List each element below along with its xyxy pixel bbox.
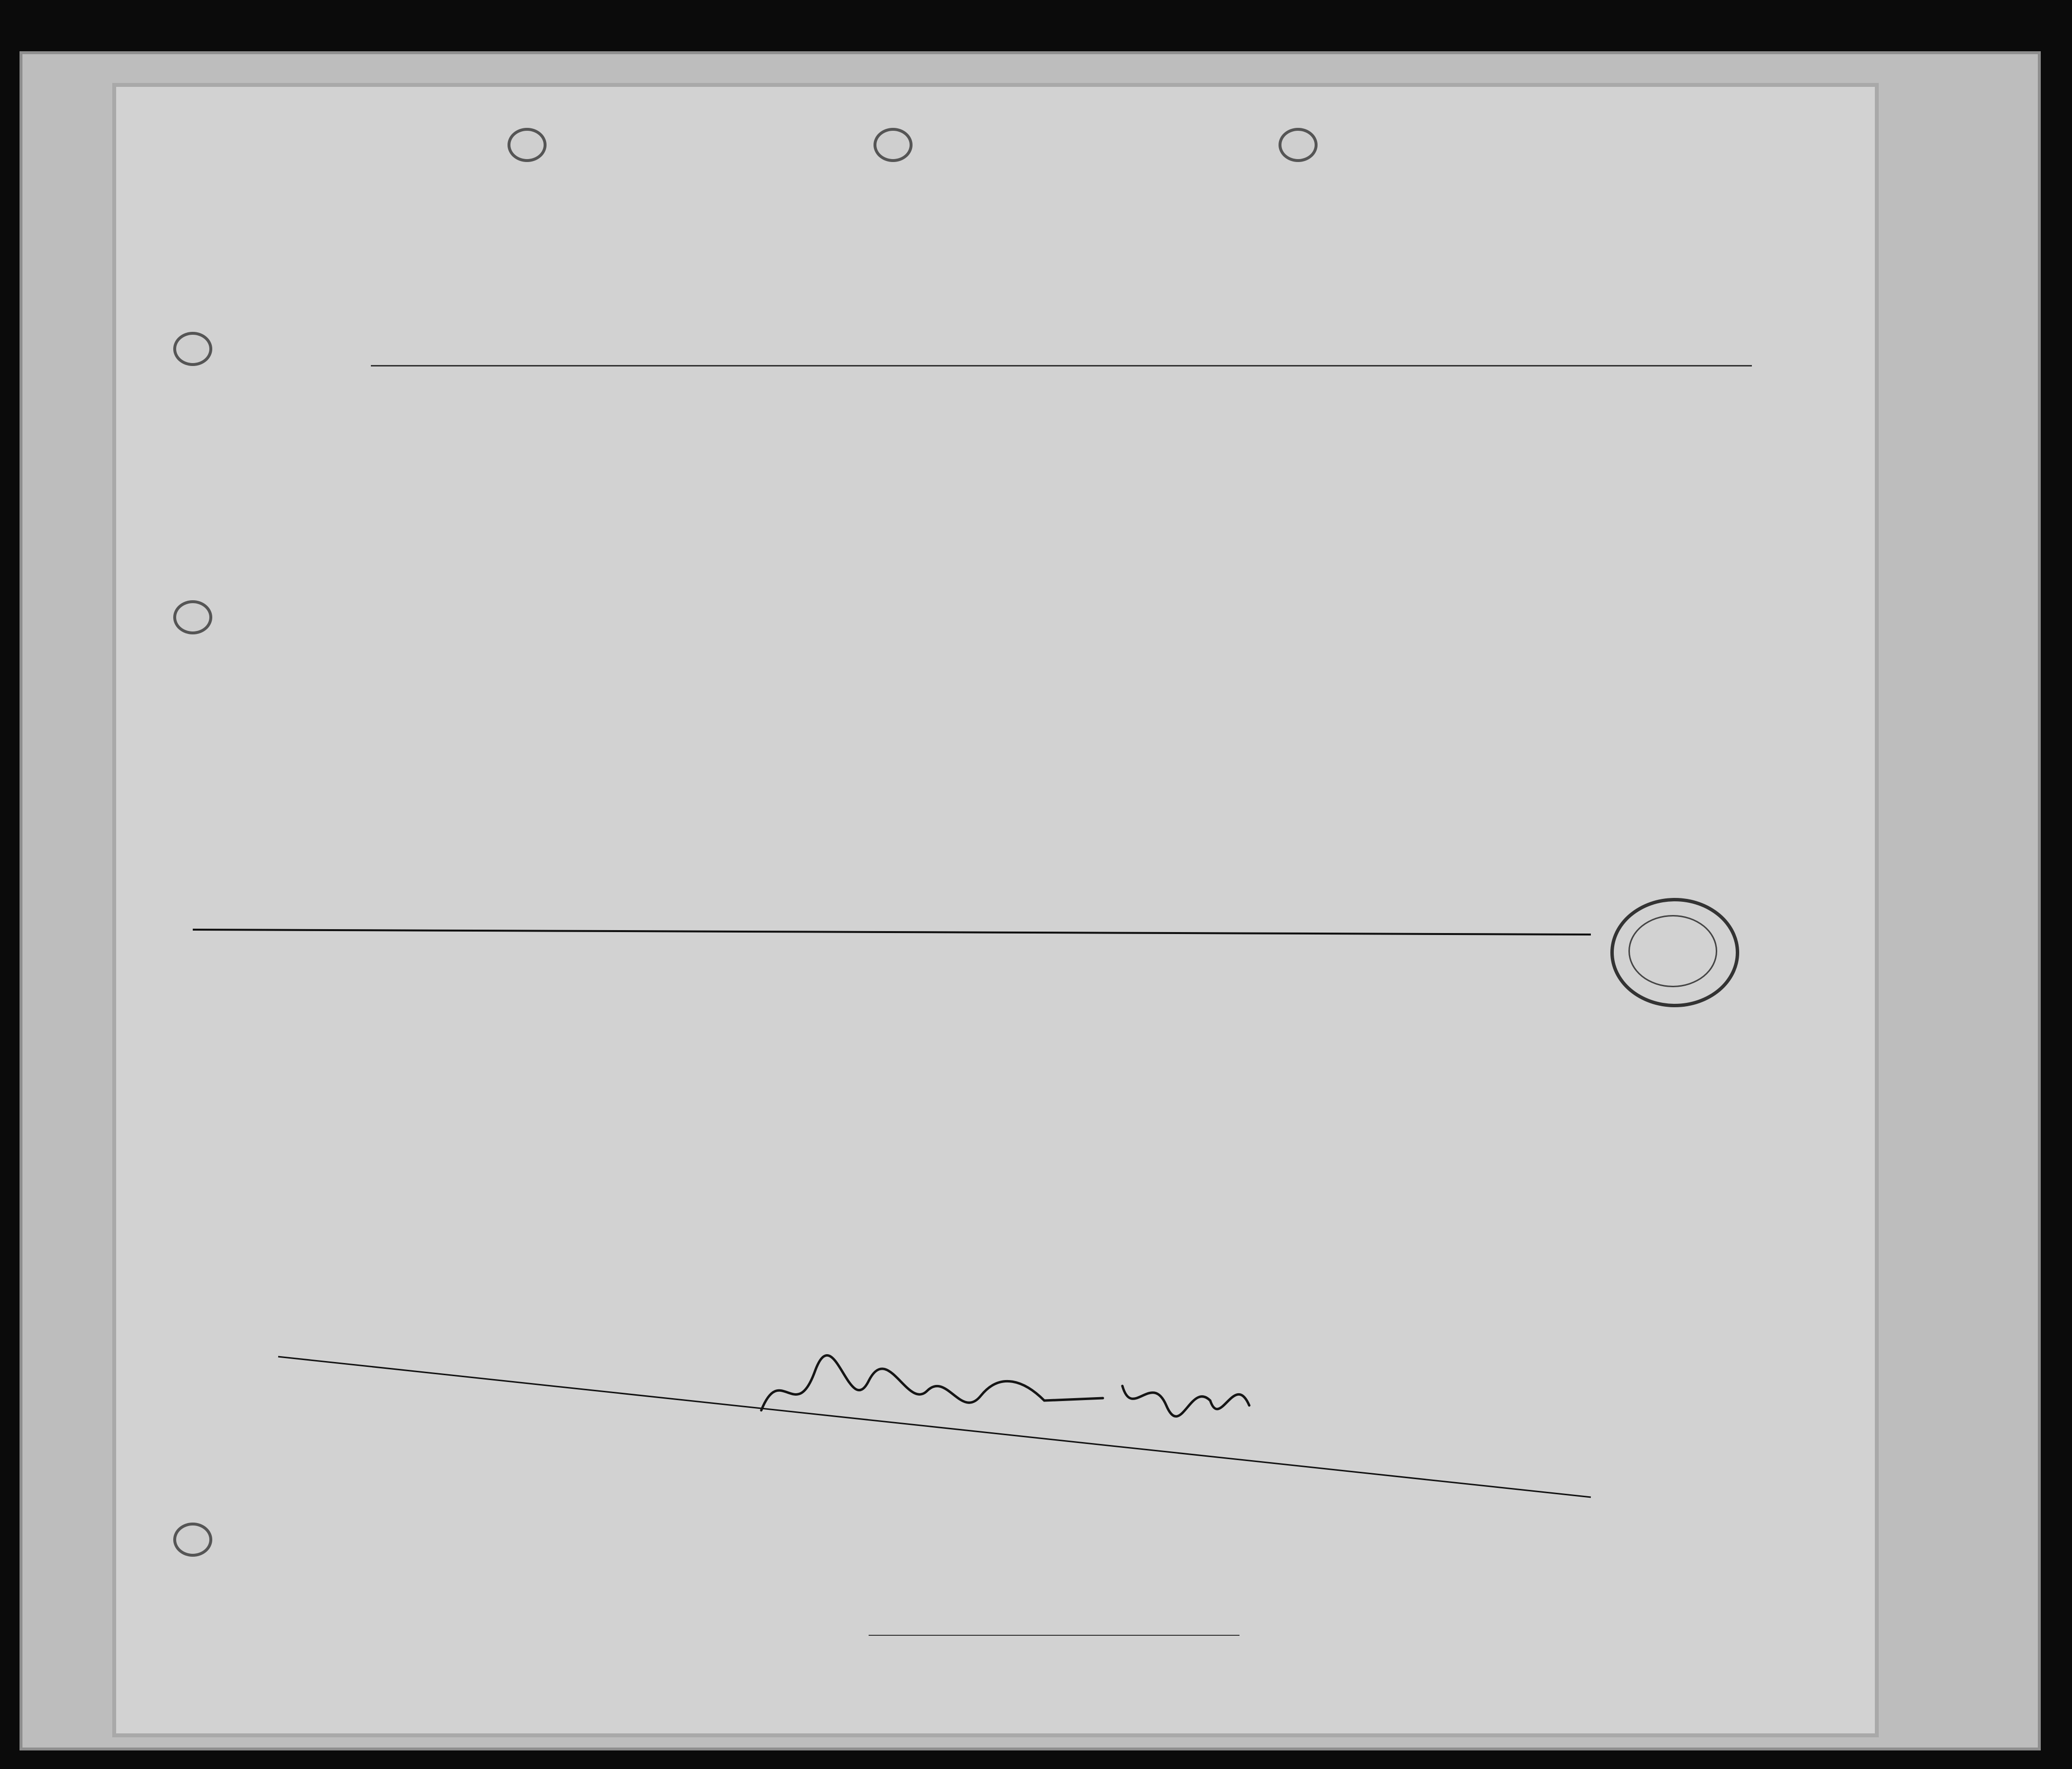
stamp-inner-ring: [1628, 915, 1717, 987]
consulate-stamp: [1610, 898, 1739, 1007]
officer-signature: [752, 1352, 1288, 1435]
strike-line: [193, 930, 1591, 935]
inspector-rule: [869, 1635, 1239, 1636]
